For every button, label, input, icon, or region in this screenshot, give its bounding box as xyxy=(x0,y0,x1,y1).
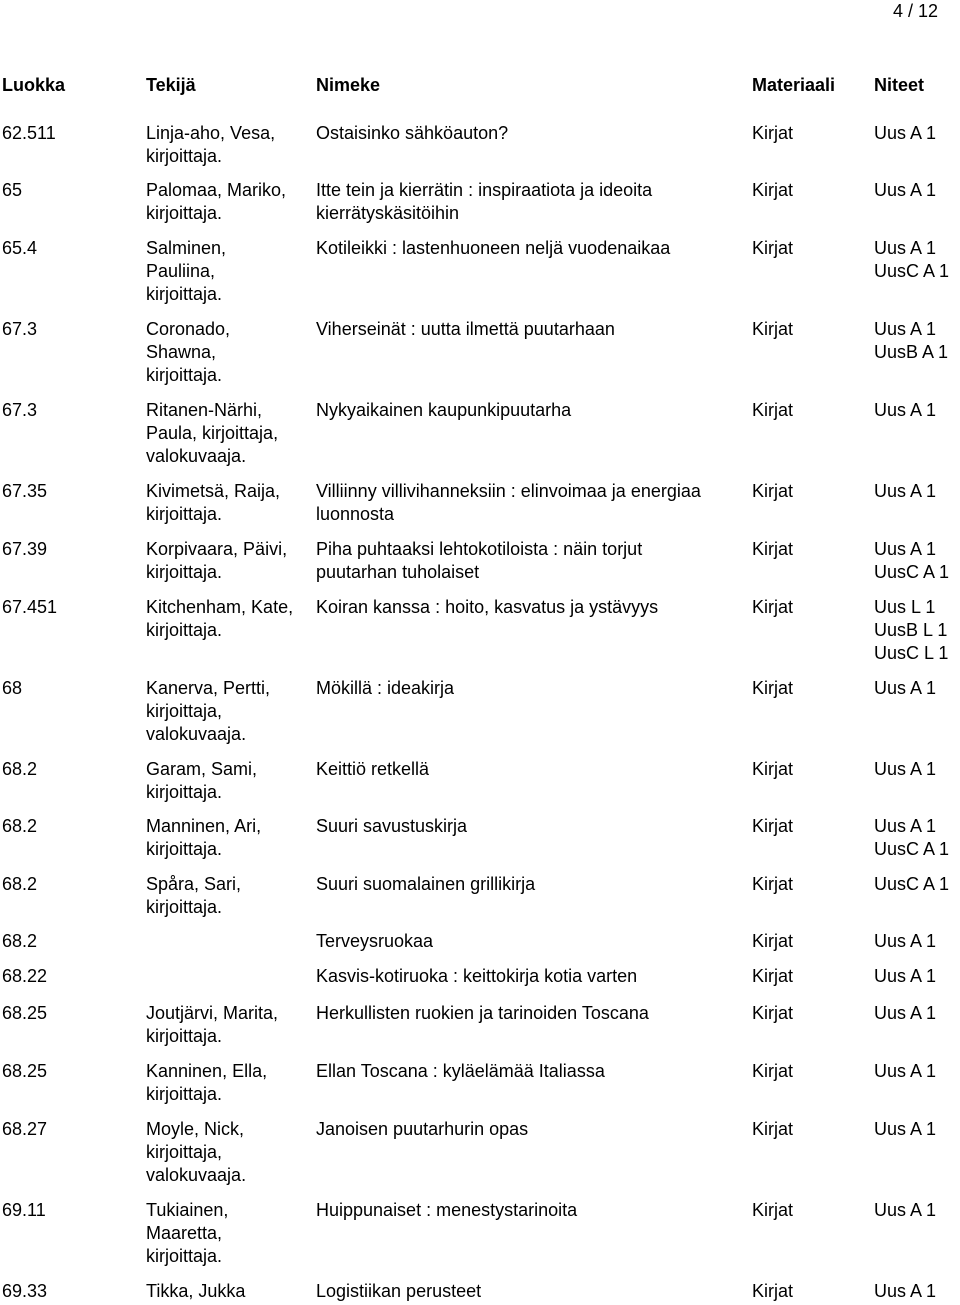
cell-tekija: Garam, Sami, kirjoittaja. xyxy=(146,759,258,802)
cell-tekija: Kitchenham, Kate, kirjoittaja. xyxy=(146,597,294,640)
cell-nimeke: Huippunaiset : menestystarinoita xyxy=(316,1200,578,1220)
cell-nimeke: Herkullisten ruokien ja tarinoiden Toscana xyxy=(316,1003,649,1023)
cell-luokka: 68.2 xyxy=(2,816,38,836)
cell-niteet: Uus A 1 xyxy=(874,759,937,779)
cell-nimeke: Ostaisinko sähköauton? xyxy=(316,123,509,143)
cell-luokka: 62.511 xyxy=(2,123,56,143)
cell-nimeke: Suuri savustuskirja xyxy=(316,816,468,836)
cell-materiaali: Kirjat xyxy=(752,123,794,143)
cell-niteet: UusC A 1 xyxy=(874,874,950,894)
cell-tekija: Palomaa, Mariko, kirjoittaja. xyxy=(146,180,287,223)
cell-nimeke: Itte tein ja kierrätin : inspiraatiota ja ideoita kierrätyskäsitöihin xyxy=(316,180,653,223)
cell-materiaali: Kirjat xyxy=(752,1061,794,1081)
table-row xyxy=(0,538,960,584)
cell-niteet: Uus A 1 UusB A 1 xyxy=(874,319,949,362)
cell-tekija: Kivimetsä, Raija, kirjoittaja. xyxy=(146,481,281,524)
cell-niteet: Uus A 1 xyxy=(874,1200,937,1220)
cell-materiaali: Kirjat xyxy=(752,966,794,986)
cell-luokka: 68.2 xyxy=(2,874,38,894)
table-row xyxy=(0,1002,960,1048)
table-row xyxy=(0,1280,960,1303)
cell-luokka: 67.3 xyxy=(2,400,38,420)
table-row xyxy=(0,815,960,861)
cell-tekija: Ritanen-Närhi, Paula, kirjoittaja, valokuvaaja. xyxy=(146,400,279,466)
table-header xyxy=(0,72,960,100)
cell-niteet: Uus A 1 xyxy=(874,180,937,200)
table-row xyxy=(0,399,960,468)
cell-luokka: 67.451 xyxy=(2,597,58,617)
cell-materiaali: Kirjat xyxy=(752,400,794,420)
cell-luokka: 68.27 xyxy=(2,1119,48,1139)
cell-nimeke: Nykyaikainen kaupunkipuutarha xyxy=(316,400,572,420)
cell-materiaali: Kirjat xyxy=(752,180,794,200)
header-luokka: Luokka xyxy=(2,75,66,95)
table-row xyxy=(0,677,960,746)
cell-nimeke: Logistiikan perusteet xyxy=(316,1281,482,1301)
cell-nimeke: Koiran kanssa : hoito, kasvatus ja ystävyys xyxy=(316,597,659,617)
cell-tekija: Salminen, Pauliina, kirjoittaja. xyxy=(146,238,227,304)
cell-luokka: 65.4 xyxy=(2,238,38,258)
cell-materiaali: Kirjat xyxy=(752,759,794,779)
cell-materiaali: Kirjat xyxy=(752,481,794,501)
cell-nimeke: Piha puhtaaksi lehtokotiloista : näin torjut puutarhan tuholaiset xyxy=(316,539,643,582)
cell-niteet: Uus A 1 xyxy=(874,1281,937,1301)
cell-niteet: Uus A 1 xyxy=(874,1119,937,1139)
cell-materiaali: Kirjat xyxy=(752,816,794,836)
table-row xyxy=(0,873,960,919)
table-row xyxy=(0,596,960,665)
cell-materiaali: Kirjat xyxy=(752,597,794,617)
header-nimeke: Nimeke xyxy=(316,75,381,95)
cell-niteet: Uus A 1 UusC A 1 xyxy=(874,238,950,281)
cell-nimeke: Viherseinät : uutta ilmettä puutarhaan xyxy=(316,319,615,339)
cell-nimeke: Kotileikki : lastenhuoneen neljä vuodenaikaa xyxy=(316,238,671,258)
cell-niteet: Uus A 1 xyxy=(874,1061,937,1081)
cell-luokka: 67.35 xyxy=(2,481,48,501)
cell-materiaali: Kirjat xyxy=(752,678,794,698)
cell-tekija: Joutjärvi, Marita, kirjoittaja. xyxy=(146,1003,279,1046)
cell-nimeke: Terveysruokaa xyxy=(316,931,434,951)
header-niteet: Niteet xyxy=(874,75,925,95)
cell-materiaali: Kirjat xyxy=(752,874,794,894)
cell-materiaali: Kirjat xyxy=(752,238,794,258)
cell-niteet: Uus A 1 xyxy=(874,966,937,986)
cell-niteet: Uus A 1 xyxy=(874,481,937,501)
table-row xyxy=(0,930,960,953)
cell-luokka: 68 xyxy=(2,678,23,698)
cell-materiaali: Kirjat xyxy=(752,1119,794,1139)
cell-nimeke: Keittiö retkellä xyxy=(316,759,430,779)
cell-nimeke: Suuri suomalainen grillikirja xyxy=(316,874,536,894)
cell-tekija: Korpivaara, Päivi, kirjoittaja. xyxy=(146,539,288,582)
table-row xyxy=(0,237,960,306)
cell-luokka: 68.25 xyxy=(2,1061,48,1081)
cell-materiaali: Kirjat xyxy=(752,1200,794,1220)
table-row xyxy=(0,318,960,387)
cell-niteet: Uus A 1 xyxy=(874,400,937,420)
cell-tekija: Spåra, Sari, kirjoittaja. xyxy=(146,874,242,917)
cell-nimeke: Villiinny villivihanneksiin : elinvoimaa ja energiaa luonnosta xyxy=(316,481,701,524)
table-row xyxy=(0,179,960,225)
cell-nimeke: Ellan Toscana : kyläelämää Italiassa xyxy=(316,1061,605,1081)
header-materiaali: Materiaali xyxy=(752,75,836,95)
table-row xyxy=(0,965,960,988)
cell-niteet: Uus A 1 UusC A 1 xyxy=(874,539,950,582)
cell-materiaali: Kirjat xyxy=(752,1281,794,1301)
cell-niteet: Uus A 1 UusC A 1 xyxy=(874,816,950,859)
cell-nimeke: Kasvis-kotiruoka : keittokirja kotia varten xyxy=(316,966,638,986)
table-row xyxy=(0,122,960,168)
cell-nimeke: Janoisen puutarhurin opas xyxy=(316,1119,529,1139)
cell-tekija: Kanninen, Ella, kirjoittaja. xyxy=(146,1061,268,1104)
cell-luokka: 69.33 xyxy=(2,1281,48,1301)
cell-tekija: Kanerva, Pertti, kirjoittaja, valokuvaaja. xyxy=(146,678,271,744)
cell-nimeke: Mökillä : ideakirja xyxy=(316,678,455,698)
cell-niteet: Uus L 1 UusB L 1 UusC L 1 xyxy=(874,597,949,663)
cell-materiaali: Kirjat xyxy=(752,539,794,559)
cell-niteet: Uus A 1 xyxy=(874,931,937,951)
table-row xyxy=(0,1118,960,1187)
table-row xyxy=(0,758,960,804)
cell-luokka: 68.25 xyxy=(2,1003,48,1023)
table-row xyxy=(0,1060,960,1106)
cell-niteet: Uus A 1 xyxy=(874,1003,937,1023)
table-row xyxy=(0,480,960,526)
cell-materiaali: Kirjat xyxy=(752,931,794,951)
cell-niteet: Uus A 1 xyxy=(874,123,937,143)
cell-luokka: 67.39 xyxy=(2,539,48,559)
cell-tekija: Coronado, Shawna, kirjoittaja. xyxy=(146,319,231,385)
cell-luokka: 69.11 xyxy=(2,1200,46,1220)
cell-materiaali: Kirjat xyxy=(752,319,794,339)
cell-materiaali: Kirjat xyxy=(752,1003,794,1023)
header-tekija: Tekijä xyxy=(146,75,196,95)
cell-tekija: Manninen, Ari, kirjoittaja. xyxy=(146,816,262,859)
cell-tekija: Tikka, Jukka xyxy=(146,1281,246,1301)
cell-niteet: Uus A 1 xyxy=(874,678,937,698)
page-number: 4 / 12 xyxy=(892,1,938,21)
cell-luokka: 68.2 xyxy=(2,931,38,951)
cell-tekija: Linja-aho, Vesa, kirjoittaja. xyxy=(146,123,276,166)
cell-tekija: Moyle, Nick, kirjoittaja, valokuvaaja. xyxy=(146,1119,247,1185)
table-row xyxy=(0,1199,960,1268)
cell-luokka: 65 xyxy=(2,180,23,200)
cell-luokka: 68.22 xyxy=(2,966,48,986)
cell-tekija: Tukiainen, Maaretta, kirjoittaja. xyxy=(146,1200,229,1266)
cell-luokka: 67.3 xyxy=(2,319,38,339)
cell-luokka: 68.2 xyxy=(2,759,38,779)
catalog-table xyxy=(0,72,960,1301)
